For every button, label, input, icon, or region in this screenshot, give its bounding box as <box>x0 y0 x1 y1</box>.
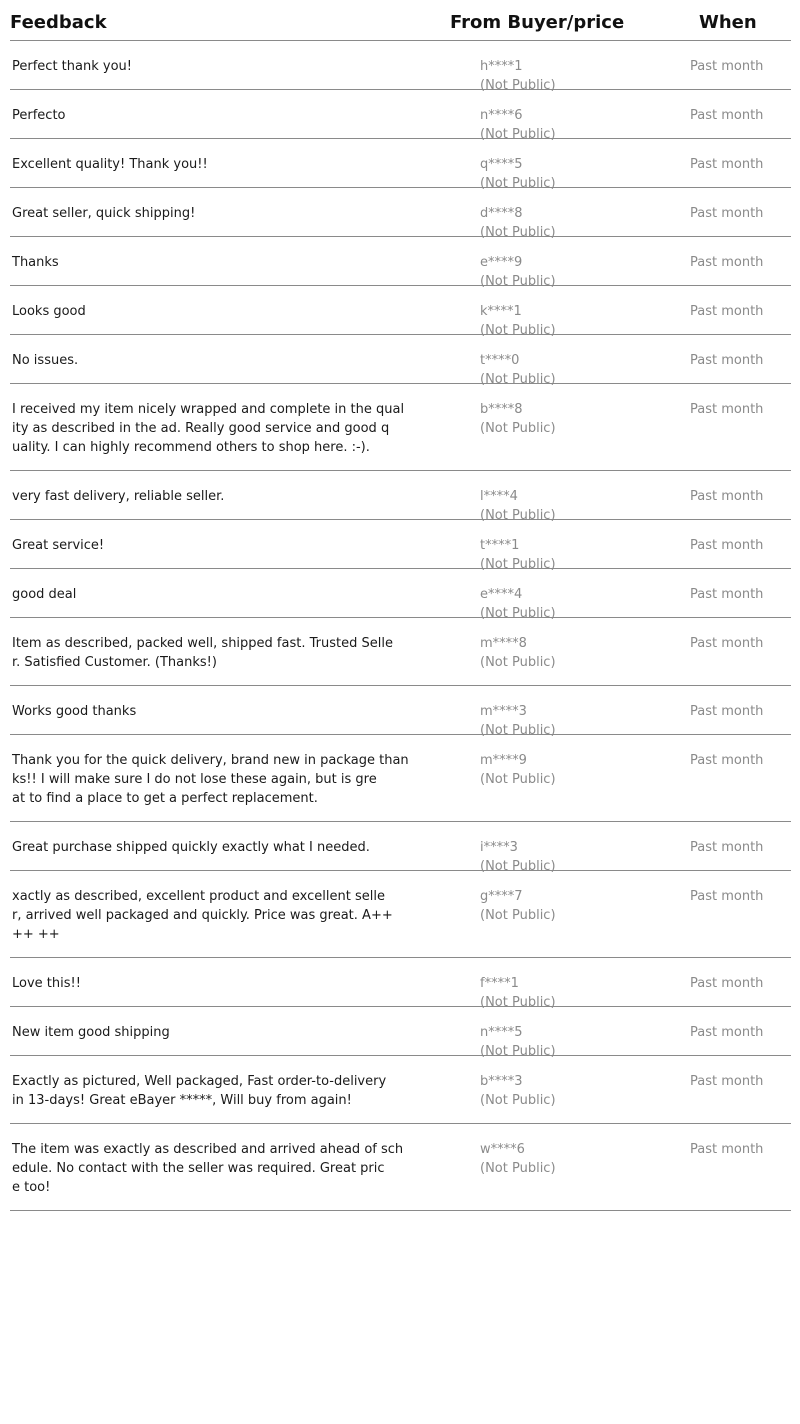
buyer-id[interactable]: h****1 <box>480 59 523 74</box>
feedback-when: Past month <box>690 976 764 991</box>
table-row <box>10 958 791 1010</box>
feedback-comment: Love this!! <box>12 976 81 991</box>
feedback-when: Past month <box>690 206 764 221</box>
feedback-when: Past month <box>690 889 764 904</box>
buyer-id[interactable]: k****1 <box>480 304 522 319</box>
column-header-feedback[interactable]: Feedback <box>10 12 107 33</box>
buyer-price: (Not Public) <box>480 995 556 1010</box>
column-header-when[interactable]: When <box>699 12 757 33</box>
buyer-price: (Not Public) <box>480 908 556 923</box>
buyer-info <box>480 1140 556 1178</box>
feedback-comment: Looks good <box>12 304 86 319</box>
buyer-info <box>480 400 556 438</box>
feedback-comment: very fast delivery, reliable seller. <box>12 489 225 504</box>
buyer-price: (Not Public) <box>480 655 556 670</box>
feedback-when: Past month <box>690 108 764 123</box>
feedback-comment: Thanks <box>12 255 59 270</box>
feedback-when: Past month <box>690 587 764 602</box>
buyer-price: (Not Public) <box>480 1093 556 1108</box>
buyer-price: (Not Public) <box>480 508 556 523</box>
feedback-when: Past month <box>690 402 764 417</box>
table-row <box>10 41 791 93</box>
feedback-when: Past month <box>690 157 764 172</box>
feedback-comment: Perfect thank you! <box>12 59 132 74</box>
feedback-when: Past month <box>690 1074 764 1089</box>
buyer-info <box>480 887 556 925</box>
table-row <box>10 520 791 572</box>
buyer-id[interactable]: e****9 <box>480 255 523 270</box>
feedback-comment: Exactly as pictured, Well packaged, Fast order-to-delivery in 13-days! Great eBayer *****, Will buy from again! <box>12 1074 387 1108</box>
feedback-comment: Great seller, quick shipping! <box>12 206 196 221</box>
buyer-price: (Not Public) <box>480 127 556 142</box>
buyer-id[interactable]: b****3 <box>480 1074 523 1089</box>
table-row <box>10 871 791 958</box>
table-row <box>10 1056 791 1124</box>
feedback-comment: Great purchase shipped quickly exactly what I needed. <box>12 840 370 855</box>
table-row <box>10 237 791 289</box>
table-row <box>10 384 791 471</box>
table-row <box>10 1124 791 1211</box>
feedback-comment: The item was exactly as described and arrived ahead of sch edule. No contact with the seller was required. Great pric e too! <box>12 1142 404 1195</box>
feedback-comment: Item as described, packed well, shipped fast. Trusted Selle r. Satisfied Customer. (Thanks!) <box>12 636 393 670</box>
table-row <box>10 686 791 738</box>
feedback-when: Past month <box>690 255 764 270</box>
feedback-when: Past month <box>690 489 764 504</box>
buyer-price: (Not Public) <box>480 1044 556 1059</box>
table-row <box>10 139 791 191</box>
feedback-when: Past month <box>690 704 764 719</box>
buyer-id[interactable]: l****4 <box>480 489 518 504</box>
buyer-price: (Not Public) <box>480 78 556 93</box>
buyer-info <box>480 751 556 789</box>
buyer-id[interactable]: g****7 <box>480 889 523 904</box>
feedback-when: Past month <box>690 538 764 553</box>
feedback-when: Past month <box>690 59 764 74</box>
feedback-comment: good deal <box>12 587 77 602</box>
buyer-id[interactable]: e****4 <box>480 587 523 602</box>
buyer-id[interactable]: m****3 <box>480 704 527 719</box>
table-row <box>10 1007 791 1059</box>
feedback-comment: I received my item nicely wrapped and complete in the qual ity as described in the ad. Really good service and good q uality. I can highly recommend others to shop here. :-). <box>12 402 405 455</box>
table-row <box>10 335 791 387</box>
feedback-when: Past month <box>690 753 764 768</box>
buyer-id[interactable]: n****5 <box>480 1025 523 1040</box>
buyer-price: (Not Public) <box>480 557 556 572</box>
feedback-comment: No issues. <box>12 353 79 368</box>
feedback-comment: Works good thanks <box>12 704 137 719</box>
feedback-when: Past month <box>690 353 764 368</box>
buyer-info <box>480 1072 556 1110</box>
feedback-when: Past month <box>690 1142 764 1157</box>
buyer-price: (Not Public) <box>480 606 556 621</box>
buyer-id[interactable]: q****5 <box>480 157 523 172</box>
feedback-comment: Thank you for the quick delivery, brand new in package than ks!! I will make sure I do not lose these again, but is gre at to find a place to get a perfect replacement. <box>12 753 409 806</box>
feedback-comment: xactly as described, excellent product and excellent selle r, arrived well packaged and quickly. Price was great. A++ ++ ++ <box>12 889 393 942</box>
buyer-id[interactable]: i****3 <box>480 840 518 855</box>
buyer-id[interactable]: d****8 <box>480 206 523 221</box>
feedback-comment: Perfecto <box>12 108 66 123</box>
buyer-id[interactable]: t****1 <box>480 538 520 553</box>
buyer-price: (Not Public) <box>480 176 556 191</box>
buyer-id[interactable]: b****8 <box>480 402 523 417</box>
feedback-comment: New item good shipping <box>12 1025 170 1040</box>
feedback-when: Past month <box>690 636 764 651</box>
buyer-id[interactable]: n****6 <box>480 108 523 123</box>
buyer-price: (Not Public) <box>480 274 556 289</box>
buyer-price: (Not Public) <box>480 225 556 240</box>
table-row <box>10 188 791 240</box>
table-header <box>10 0 791 41</box>
table-row <box>10 286 791 338</box>
buyer-info <box>480 634 556 672</box>
buyer-price: (Not Public) <box>480 323 556 338</box>
column-header-from-buyer-price[interactable]: From Buyer/price <box>450 12 625 33</box>
table-row <box>10 471 791 523</box>
buyer-price: (Not Public) <box>480 859 556 874</box>
buyer-price: (Not Public) <box>480 421 556 436</box>
feedback-comment: Excellent quality! Thank you!! <box>12 157 208 172</box>
feedback-when: Past month <box>690 304 764 319</box>
feedback-rows <box>10 41 791 1211</box>
buyer-price: (Not Public) <box>480 1161 556 1176</box>
feedback-comment: Great service! <box>12 538 105 553</box>
table-row <box>10 618 791 686</box>
feedback-when: Past month <box>690 1025 764 1040</box>
buyer-price: (Not Public) <box>480 723 556 738</box>
buyer-id[interactable]: f****1 <box>480 976 519 991</box>
buyer-id[interactable]: m****9 <box>480 753 527 768</box>
feedback-when: Past month <box>690 840 764 855</box>
buyer-price: (Not Public) <box>480 772 556 787</box>
table-row <box>10 569 791 621</box>
table-row <box>10 90 791 142</box>
table-row <box>10 735 791 822</box>
buyer-price: (Not Public) <box>480 372 556 387</box>
table-row <box>10 822 791 874</box>
buyer-id[interactable]: t****0 <box>480 353 520 368</box>
buyer-id[interactable]: m****8 <box>480 636 527 651</box>
buyer-id[interactable]: w****6 <box>480 1142 525 1157</box>
feedback-table <box>10 0 791 1211</box>
